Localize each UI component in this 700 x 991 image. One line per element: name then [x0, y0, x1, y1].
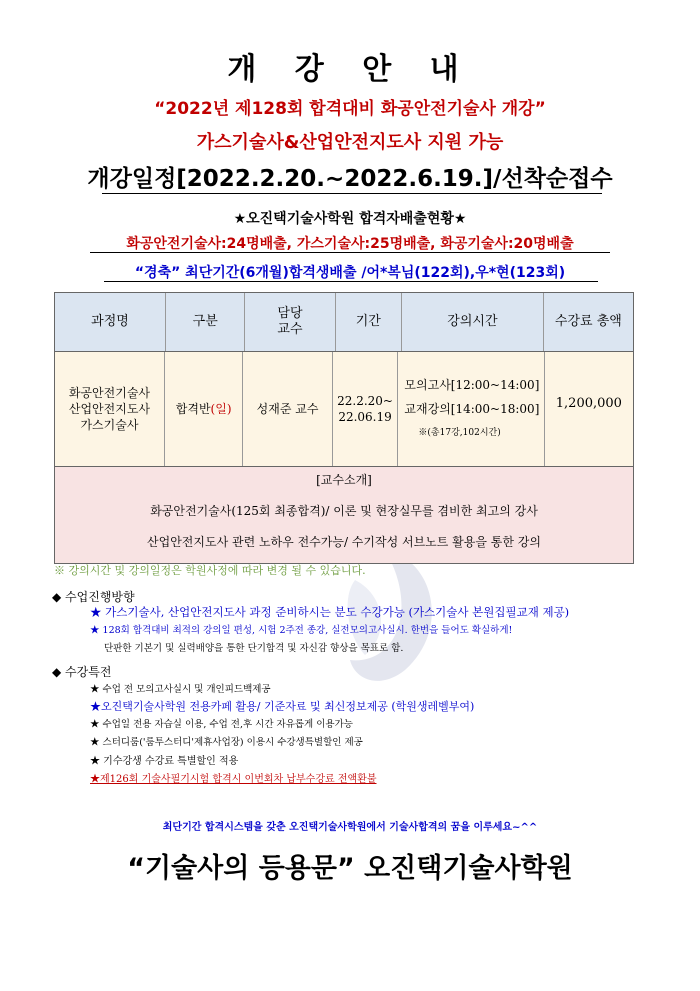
- cell-course-name: [55, 352, 165, 466]
- progress-item: ★ 128회 합격대비 최적의 강의일 편성, 시험 2주전 종강, 실전모의고사실시. 한번을 들어도 확실하게!: [90, 625, 513, 636]
- counts-underline: [90, 252, 610, 253]
- cell-fee: 1,200,000: [555, 396, 622, 411]
- cell-professor: 성재준 교수: [243, 352, 332, 466]
- schedule-mock: 모의고사[12:00~14:00]: [404, 378, 540, 392]
- schedule-heading: 개강일정[2022.2.20.~2022.6.19.]/선착순접수: [87, 166, 613, 192]
- benefits-heading: ◆ 수강특전: [52, 665, 112, 679]
- header-period: 기간: [336, 293, 402, 351]
- schedule-notice: ※ 강의시간 및 강의일정은 학원사정에 따라 변경 될 수 있습니다.: [54, 564, 366, 577]
- progress-heading: ◆ 수업진행방향: [52, 590, 135, 604]
- benefit-item: ★ 스터디룸('룸투스터디'제휴사업장) 이용시 수강생특별할인 제공: [90, 737, 363, 748]
- division-label: 합격반: [175, 402, 211, 416]
- header-fee: 수강료 총액: [554, 314, 622, 329]
- header-course-name: 과정명: [55, 293, 166, 351]
- progress-item: 단판한 기본기 및 실력배양을 통한 단기합격 및 자신감 향상을 목표로 함.: [104, 643, 404, 654]
- table-row: [55, 352, 633, 467]
- academy-name: “기술사의 등용문” 오진택기술사학원: [127, 853, 573, 884]
- period-start: 22.2.20~: [337, 394, 393, 408]
- professor-intro-heading: [교수소개]: [316, 473, 372, 487]
- results-counts: 화공안전기술사:24명배출, 가스기술사:25명배출, 화공기술사:20명배출: [126, 236, 574, 252]
- table-header-row: [55, 293, 633, 352]
- benefit-item: ★ 수업일 전용 자습실 이용, 수업 전,후 시간 자유롭게 이용가능: [90, 719, 353, 730]
- page-title: 개 강 안 내: [227, 52, 473, 87]
- benefit-item: ★ 기수강생 수강료 특별할인 적용: [90, 756, 239, 767]
- professor-intro-line: 화공안전기술사(125회 최종합격)/ 이론 및 현장실무를 겸비한 최고의 강사: [150, 504, 538, 518]
- course-line: 산업안전지도사: [68, 402, 151, 416]
- progress-item: ★ 가스기술사, 산업안전지도사 과정 준비하시는 분도 수강가능 (가스기술사 본원집필교재 제공): [90, 605, 570, 619]
- cell-period: [333, 352, 399, 466]
- header-professor: 담당 교수: [245, 293, 335, 351]
- course-line: 화공안전기술사: [68, 386, 151, 400]
- schedule-lecture: 교재강의[14:00~18:00]: [404, 402, 540, 416]
- results-record: “경축” 최단기간(6개월)합격생배출 /어*복님(122회),우*현(123회): [134, 265, 566, 281]
- footer-slogan: 최단기간 합격시스템을 갖춘 오진택기술사학원에서 기술사합격의 꿈을 이루세요~^^: [162, 822, 538, 833]
- period-end: 22.06.19: [338, 410, 392, 424]
- schedule-note: ※(총17강,102시간): [418, 428, 501, 438]
- results-heading: ★오진택기술사학원 합격자배출현황★: [233, 211, 467, 227]
- professor-intro-line: 산업안전지도사 관련 노하우 전수가능/ 수기작성 서브노트 활용을 통한 강의: [147, 535, 541, 549]
- cell-division: [165, 352, 244, 466]
- cell-lecture-time: [398, 352, 544, 466]
- record-underline: [104, 281, 598, 282]
- course-table: [54, 292, 634, 564]
- course-line: 가스기술사: [80, 418, 139, 432]
- course-subtitle: “2022년 제128회 합격대비 화공안전기술사 개강”: [154, 99, 546, 119]
- benefit-item: ★오진택기술사학원 전용카페 활용/ 기준자료 및 최신정보제공 (학원생레벨부여): [90, 700, 475, 713]
- header-lecture-time: 강의시간: [402, 293, 544, 351]
- benefit-item: ★ 수업 전 모의고사실시 및 개인피드백제공: [90, 684, 271, 695]
- schedule-underline: [102, 193, 602, 194]
- benefit-item: ★제126회 기술사필기시험 합격시 이번회차 납부수강료 전액환불: [90, 774, 377, 785]
- header-division: 구분: [166, 293, 245, 351]
- eligibility-subtitle: 가스기술사&산업안전지도사 지원 가능: [196, 132, 504, 153]
- professor-intro: [55, 467, 633, 563]
- division-tag: (일): [210, 402, 232, 416]
